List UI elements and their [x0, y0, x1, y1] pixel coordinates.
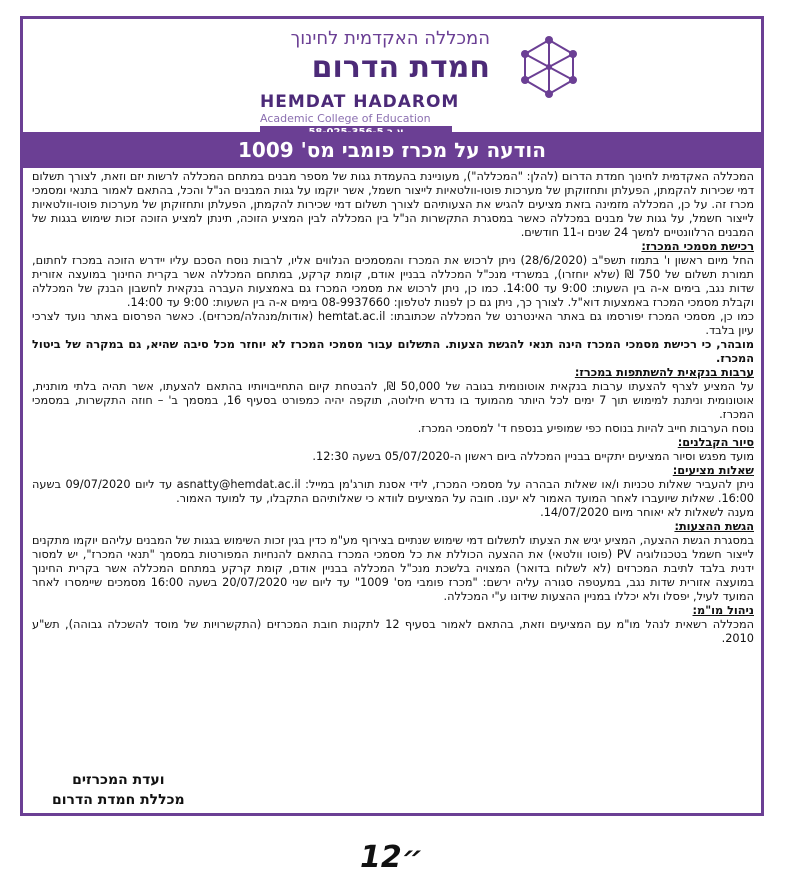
- purchase-paragraph: החל מיום ראשון ו' בתמוז תשפ"ב (28/6/2020) ניתן לרכוש את המכרז והמסמכים הנלווים אליו, לרבות נוסח הסכם עליו יידרש הזוכה במכרז לחתום, תמורת תשלום של 750 ₪ (שלא יוחזרו), במשרדי מנכ"ל המכללה בבניין אודם, קומת קרקע, במתחם המכללה אשר בקרית החינוך במועצה אזורית שדות נגב, בימים א-ה בין השעות: 9:00 עד 14:00. כמו כן, ניתן לרכוש את מסמכי המכרז גם באמצעות העברה בנקאית לחשבון הבנק של המכללה וקבלת מסמכי המכרז באמצעות דוא"ל. לצורך כך, ניתן גם כן לפנות לטלפון: 08-9937660 בימים א-ה בין השעות: 9:00 עד 14:00.: [32, 254, 754, 309]
- section-heading-questions: שאלות מציעים:: [672, 464, 754, 477]
- signature-block: [52, 770, 185, 810]
- questions-paragraph-2: מענה לשאלות לא יאוחר מיום 14/07/2020.: [540, 506, 754, 519]
- star-emblem-icon: [518, 36, 580, 98]
- purchase-paragraph-2: כמו כן, מסמכי המכרז יפורסמו גם באתר האינטרנט של המכללה שכתובתו: hemtat.ac.il (אודות/מנהלה/מכרזים). כאשר הפרסום באתר נועד לצרכי עיון בלבד.: [32, 310, 754, 337]
- signature-line-2: מכללת חמדת הדרום: [52, 792, 185, 808]
- section-heading-negotiation: ניהול מו"מ:: [692, 604, 754, 617]
- tender-body: [32, 170, 754, 646]
- signature-line-1: ועדת המכרזים: [72, 772, 165, 788]
- purchase-notice: מובהר, כי רכישת מסמכי המכרז הינה תנאי להגשת הצעות. התשלום עבור מסמכי המכרז לא יוחזר מכל סיבה שהיא, גם במקרה של ביטול המכרז.: [32, 338, 754, 365]
- guarantee-paragraph-2: נוסח הערבות חייב להיות בנוסח כפי שמופיע בנספח ד' למסמכי המכרז.: [417, 422, 754, 435]
- intro-paragraph: המכללה האקדמית לחינוך חמדת הדרום (להלן: "המכללה"), מעוניינת בהעמדת גגות של מספר מבנים במתחם המכללה לרשות יזם וזאת, לצורך תשלום דמי שכירות להקמתן, הפעלתן ותחזוקתן של מערכות פוטו-וולטאיות לייצור חשמל, אשר יוקמו על גגות המבנים הנ"ל והכל, בהתאם לאמור בתנאי ומסמכי מכרז זה. על כן, המכללה מזמינה בזאת מציעים להגיש את הצעותיהם לצורך תשלום דמי שכירות להקמתן, הפעלתן ותחזוקתן של מערכות פוטו-וולטאיות לייצור חשמל, על גגות של מבנים במכללה כאשר במסגרת התקשרות הנ"ל בין המכללה לבין המציע הזוכה, תינתן למציע הזוכה זכות שימוש בגגות של המבנים הרלוונטיים למשך 24 שנים ו-11 חודשים.: [32, 170, 754, 239]
- logo-line-2: חמדת הדרום: [311, 50, 490, 85]
- negotiation-paragraph: המכללה רשאית לנהל מו"מ עם המציעים וזאת, בהתאם לאמור בסעיף 12 לתקנות חובת המכרזים (התקשרויות של מוסד להשכלה גבוהה), תש"ע 2010.: [32, 618, 754, 645]
- section-heading-guarantee: ערבות בנקאית להשתתפות במכרז:: [574, 366, 754, 379]
- page-title: הודעה על מכרז פומבי מס' 1009: [23, 132, 761, 168]
- submission-paragraph: במסגרת הגשת ההצעה, המציע יגיש את הצעתו לתשלום דמי שימוש שנתיים בצירוף מע"מ כדין בגין זכות השימוש בגגות של המבנים עליהם יוקמו מתקנים לייצור חשמל בטכנולוגיה PV (פוטו וולטאי) את ההצעה הכוללת את כל מסמכי המכרז בהתאם להנחיות המפורטות במסמך "תנאי המכרז", יש למסור ידנית בלבד לתיבת המכרזים (לא לשלוח בדואר) המצויה בלשכת מנכ"ל המכללה בבניין אודם, קומת קרקע במתחם המכללה אשר בקרית החינוך במועצה אזורית שדות נגב, במעטפה סגורה עליה ירשם: "מכרז פומבי מס' 1009" עד ליום שני 20/07/2020 בשעה 16:00 מסמכים שיימסרו לאחר המועד לעיל, יפסלו ולא יכללו במניין ההצעות שידונו ע"י המכללה.: [32, 534, 754, 603]
- section-heading-tour: סיור הקבלנים:: [677, 436, 754, 449]
- logo-line-4: Academic College of Education: [260, 112, 431, 125]
- questions-paragraph: ניתן להעביר שאלות טכניות ו/או שאלות הבהרה על מסמכי המכרז, לידי אסנת תורג'מן במייל: asnatty@hemdat.ac.il עד ליום 09/07/2020 בשעה 16:00. שאלות שיועברו לאחר המועד האמור לא יענו. חובה על המציעים לוודא כי שאלותיהם התקבלו, עד למועד האמור.: [32, 478, 754, 505]
- guarantee-paragraph: על המציע לצרף להצעתו ערבות בנקאית אוטונומית בגובה של 50,000 ₪, להבטחת קיום התחייבויותיו בהתאם להצעתו, אשר תהיה בלתי מותנית, אוטונומית וניתנת למימוש תוך 7 ימים לכל היותר מהמועד בו נדרש חילוטה, תוקפה יהיה כמפורט בסעיף 16, במסמך ב' – חוזה התקשרות, במסמכי המכרז.: [32, 380, 754, 421]
- section-heading-purchase: רכישת מסמכי המכרז:: [641, 240, 754, 253]
- section-heading-submission: הגשת ההצעות:: [674, 520, 754, 533]
- page-number: 12״: [360, 840, 424, 875]
- tour-paragraph: מועד מפגש וסיור המציעים יתקיים בבניין המכללה ביום ראשון ה-05/07/2020 בשעה 12:30.: [312, 450, 754, 463]
- logo-line-1: המכללה האקדמית לחינוך: [290, 28, 490, 49]
- college-logo: [220, 22, 640, 130]
- logo-line-3: HEMDAT HADAROM: [260, 92, 460, 112]
